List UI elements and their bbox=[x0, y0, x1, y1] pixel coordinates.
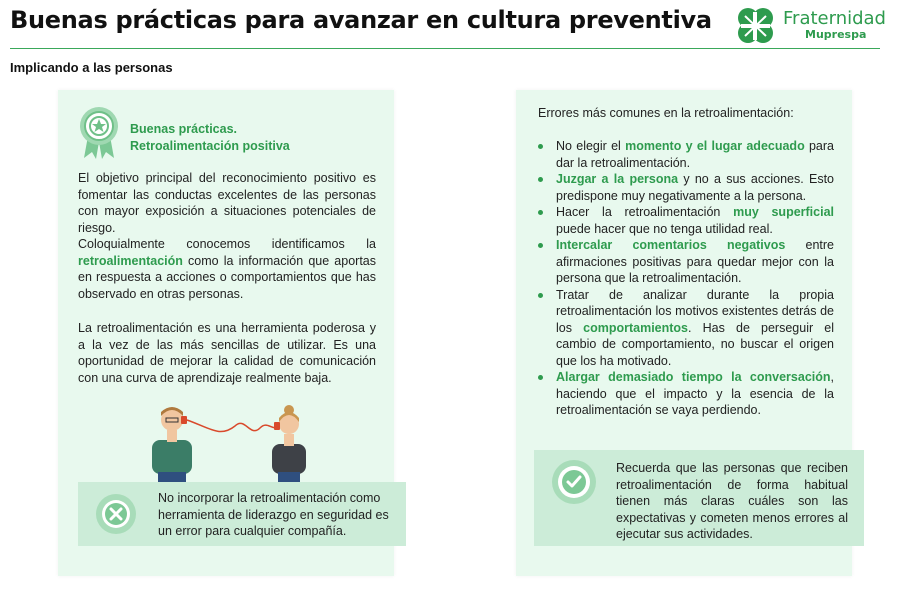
error-list-item bbox=[538, 237, 834, 287]
callout-text: Recuerda que las personas que reciben retroalimentación de forma habitual tienen más claras cuáles son las expectativas y cometen menos errores al ejecutar sus actividades. bbox=[616, 461, 848, 541]
text-segment: puede hacer que no tenga utilidad real. bbox=[556, 221, 773, 236]
card-title-line2: Retroalimentación positiva bbox=[130, 139, 290, 153]
error-list-item bbox=[538, 171, 834, 204]
brand-logo[interactable] bbox=[733, 6, 886, 46]
callout-text: No incorporar la retroalimentación como herramienta de liderazgo en seguridad es un error para cualquier compañía. bbox=[158, 491, 389, 538]
card-title bbox=[130, 121, 290, 155]
text-segment: , haciendo que el impacto y la esencia de la retroalimentación se vaya perdiendo. bbox=[556, 370, 834, 417]
text-segment: . Has de perseguir el cambio de comportamiento, no buscar el origen que los ha motivado. bbox=[556, 320, 835, 368]
text-segment: y no a sus acciones. Esto predispone muy negativamente a la persona. bbox=[556, 172, 835, 203]
page-title: Buenas prácticas para avanzar en cultura preventiva bbox=[10, 6, 712, 34]
error-list-item bbox=[538, 204, 834, 237]
error-x-icon bbox=[94, 492, 138, 536]
highlight-term: comportamientos bbox=[583, 320, 689, 335]
paragraph-tool: La retroalimentación es una herramienta poderosa y a la vez de las más sencillas de utilizar. Es una oportunidad de mejorar la calidad de comunicación con una curva de aprendizaje realmente baja. bbox=[78, 321, 376, 385]
errors-list bbox=[538, 138, 834, 419]
highlight-term: muy superficial bbox=[733, 205, 835, 219]
error-list-item bbox=[538, 138, 834, 171]
paragraph-definition bbox=[78, 236, 376, 302]
brand-name: Fraternidad bbox=[783, 8, 886, 29]
text-segment: entre afirmaciones positivas para quedar mejor con la persona que la retroalimentación. bbox=[556, 238, 835, 285]
error-list-item bbox=[538, 287, 834, 370]
text-segment: Tratar de analizar durante la propia retroalimentación los motivos existentes detrás de los bbox=[556, 287, 834, 335]
highlight-term: Juzgar a la persona bbox=[556, 172, 679, 186]
text-segment: para dar la retroalimentación. bbox=[556, 139, 834, 170]
bullet-dot-icon bbox=[538, 375, 543, 380]
bullet-dot-icon bbox=[538, 210, 543, 215]
people-phone-illustration bbox=[140, 398, 340, 484]
text-segment: Hacer la retroalimentación bbox=[556, 205, 734, 219]
warning-callout bbox=[78, 482, 406, 546]
error-list-item bbox=[538, 369, 834, 419]
header-divider bbox=[10, 48, 880, 49]
highlight-term: Intercalar comentarios negativos bbox=[556, 238, 786, 252]
bullet-dot-icon bbox=[538, 144, 543, 149]
text-segment: Coloquialmente conocemos identificamos la bbox=[78, 237, 376, 251]
errors-heading: Errores más comunes en la retroalimentación: bbox=[538, 106, 794, 120]
check-icon bbox=[550, 458, 598, 506]
highlight-term: retroalimentación bbox=[78, 253, 183, 268]
highlight-term: Alargar demasiado tiempo la conversación bbox=[556, 370, 831, 384]
highlight-term: momento y el lugar adecuado bbox=[625, 139, 805, 153]
paragraph-objective: El objetivo principal del reconocimiento positivo es fomentar las conductas excelentes de las personas con mayor exposición a situaciones potenciales de riesgo. bbox=[78, 171, 376, 235]
text-segment: No elegir el bbox=[556, 139, 626, 153]
bullet-dot-icon bbox=[538, 243, 543, 248]
section-subtitle: Implicando a las personas bbox=[10, 60, 173, 75]
award-badge-icon bbox=[78, 106, 120, 160]
brand-subname: Muprespa bbox=[805, 28, 867, 41]
bullet-dot-icon bbox=[538, 177, 543, 182]
card-title-line1: Buenas prácticas. bbox=[130, 122, 237, 136]
text-segment: como la información que aportas en respuesta a acciones o comportamientos que has observado en otras personas. bbox=[78, 253, 376, 301]
clover-logo-icon bbox=[733, 6, 779, 46]
bullet-dot-icon bbox=[538, 293, 543, 298]
tip-callout bbox=[534, 450, 864, 546]
